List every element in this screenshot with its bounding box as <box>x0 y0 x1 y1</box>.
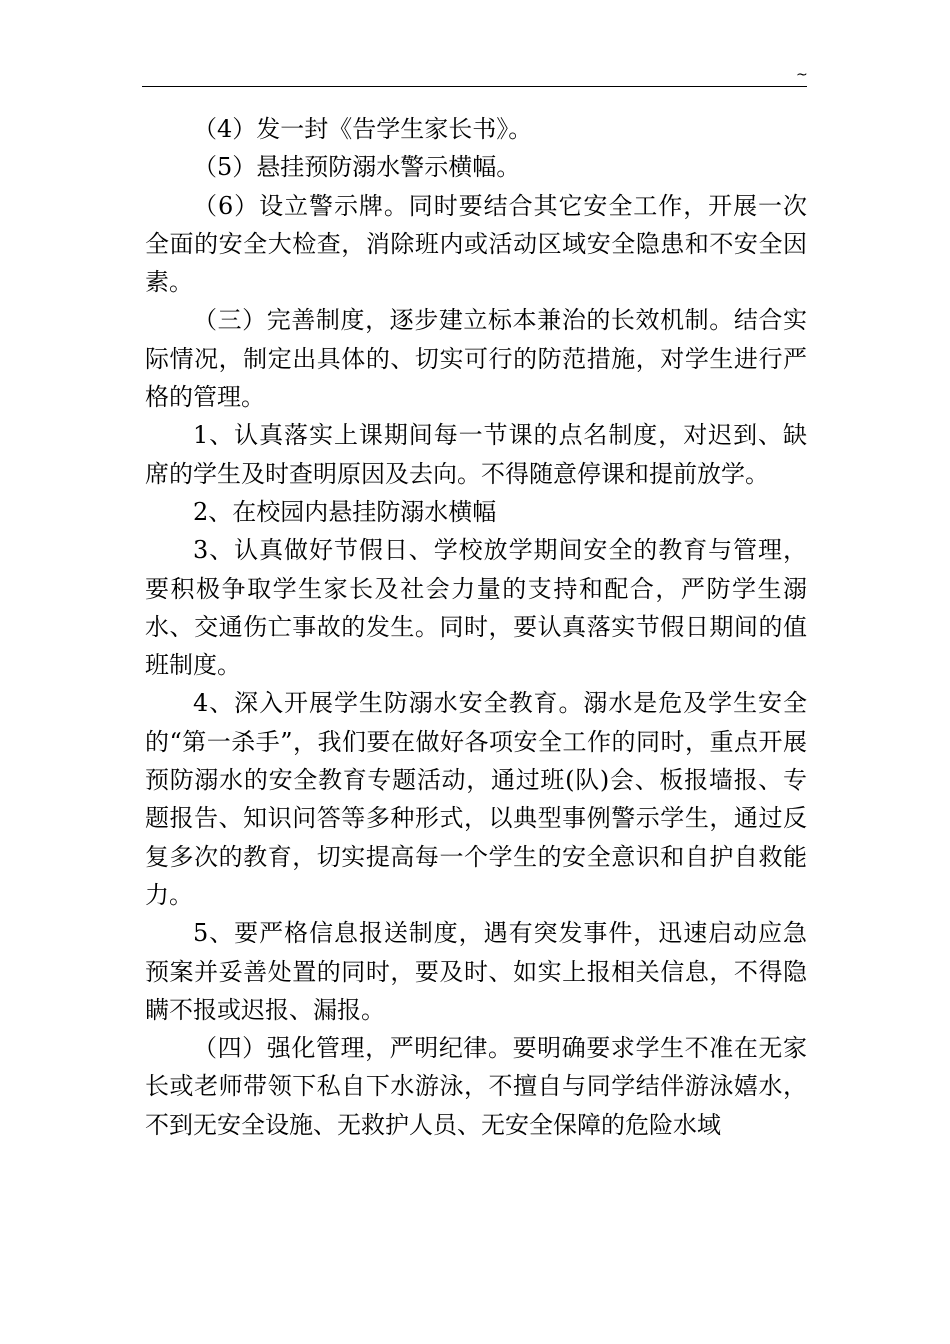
paragraph-item-6: （6）设立警示牌。同时要结合其它安全工作，开展一次全面的安全大检查，消除班内或活动区域安全隐患和不安全因素。 <box>145 191 807 297</box>
document-body <box>145 110 807 1144</box>
header-mark: ~ <box>796 67 808 83</box>
paragraph-item-5: （5）悬挂预防溺水警示横幅。 <box>193 153 521 182</box>
header-rule <box>142 86 807 87</box>
paragraph-point-2: 2、在校园内悬挂防溺水横幅 <box>193 497 497 526</box>
paragraph-point-1: 1、认真落实上课期间每一节课的点名制度，对迟到、缺席的学生及时查明原因及去向。不得随意停课和提前放学。 <box>145 421 807 488</box>
paragraph-point-5: 5、要严格信息报送制度，遇有突发事件，迅速启动应急预案并妥善处置的同时，要及时、如实上报相关信息，不得隐瞒不报或迟报、漏报。 <box>145 919 807 1024</box>
paragraph-item-4: （4）发一封《告学生家长书》。 <box>193 115 533 143</box>
paragraph-point-4: 4、深入开展学生防溺水安全教育。溺水是危及学生安全的“第一杀手”，我们要在做好各项安全工作的同时，重点开展预防溺水的安全教育专题活动，通过班(队)会、板报墙报、专题报告、知识问答等多种形式，以典型事例警示学生，通过反复多次的教育，切实提高每一个学生的安全意识和自护自救能力。 <box>145 689 807 909</box>
paragraph-point-3: 3、认真做好节假日、学校放学期间安全的教育与管理，要积极争取学生家长及社会力量的支持和配合，严防学生溺水、交通伤亡事故的发生。同时，要认真落实节假日期间的值班制度。 <box>145 536 807 680</box>
paragraph-section-3: （三）完善制度，逐步建立标本兼治的长效机制。结合实际情况，制定出具体的、切实可行的防范措施，对学生进行严格的管理。 <box>145 306 807 412</box>
paragraph-section-4: （四）强化管理，严明纪律。要明确要求学生不准在无家长或老师带领下私自下水游泳，不擅自与同学结伴游泳嬉水，不到无安全设施、无救护人员、无安全保障的危险水域 <box>145 1034 807 1139</box>
